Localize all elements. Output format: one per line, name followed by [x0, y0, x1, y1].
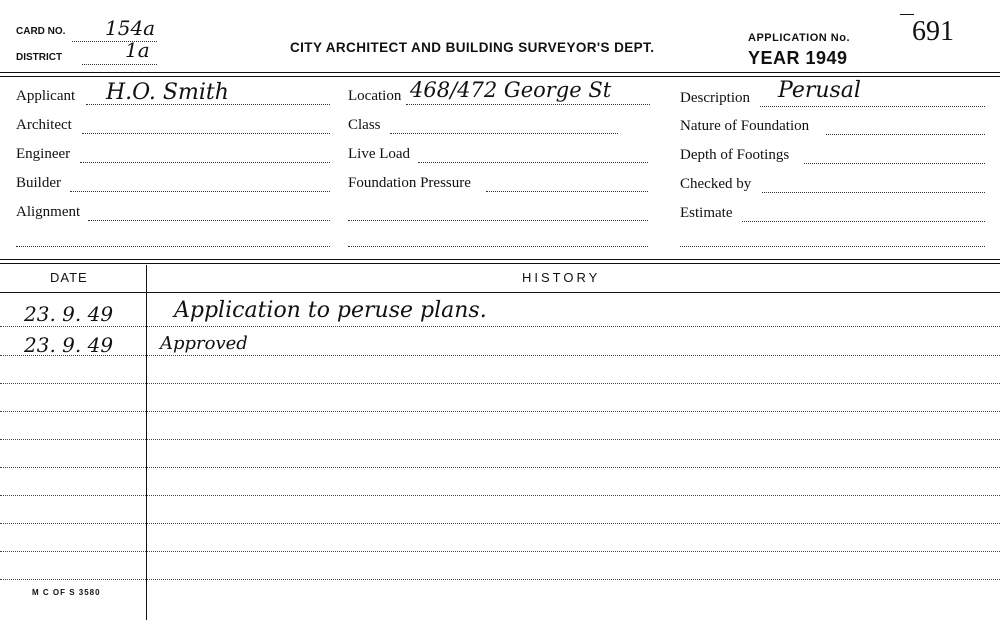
location-label: Location [348, 88, 402, 104]
architect-line [82, 133, 330, 134]
estimate-label: Estimate [680, 205, 733, 221]
card-no-label: CARD NO. [16, 26, 66, 37]
builder-label: Builder [16, 175, 61, 191]
checked-by-label: Checked by [680, 176, 752, 192]
blank-line-1 [16, 246, 330, 247]
description-value: Perusal [778, 78, 861, 103]
location-value: 468/472 George St [410, 78, 612, 102]
history-header: HISTORY [522, 270, 601, 285]
foundation-pressure-label: Foundation Pressure [348, 175, 471, 191]
history-header-rule [0, 292, 1000, 293]
date-column-divider [146, 265, 147, 620]
col3-blank-line [680, 246, 985, 247]
history-row-line [0, 551, 1000, 552]
history-entry-1-date: 23. 9. 49 [24, 302, 114, 326]
location-line [406, 104, 650, 105]
history-entry-2-date: 23. 9. 49 [24, 333, 114, 357]
estimate-line [742, 221, 985, 222]
alignment-label: Alignment [16, 204, 81, 220]
architect-label: Architect [16, 117, 72, 133]
history-row-line [0, 383, 1000, 384]
history-entry-1-text: Application to peruse plans. [174, 298, 487, 323]
history-row-line [0, 467, 1000, 468]
history-rule-top [0, 259, 1000, 260]
checked-by-line [762, 192, 985, 193]
class-label: Class [348, 117, 381, 133]
alignment-line [88, 220, 330, 221]
live-load-line [418, 162, 648, 163]
depth-of-footings-line [804, 163, 985, 164]
history-rule-bottom [0, 263, 1000, 264]
history-entry-2-text: Approved [160, 333, 248, 354]
history-row-line [0, 355, 1000, 356]
class-line [390, 133, 618, 134]
department-title: CITY ARCHITECT AND BUILDING SURVEYOR'S DEPT. [290, 40, 655, 55]
history-row-line [0, 495, 1000, 496]
district-value: 1a [125, 38, 150, 62]
history-row-line [0, 523, 1000, 524]
history-row-line [0, 439, 1000, 440]
col2-blank-line-1 [348, 220, 648, 221]
date-header: DATE [50, 270, 88, 285]
application-label: APPLICATION No. [748, 32, 851, 44]
year-label: YEAR 1949 [748, 48, 848, 68]
district-underline [82, 64, 157, 65]
form-code: M C OF S 3580 [32, 588, 101, 597]
applicant-value: H.O. Smith [106, 80, 229, 105]
history-row-line [0, 579, 1000, 580]
application-number: 691 [912, 16, 954, 47]
engineer-label: Engineer [16, 146, 71, 162]
depth-of-footings-label: Depth of Footings [680, 147, 790, 163]
header-rule-bottom [0, 76, 1000, 77]
live-load-label: Live Load [348, 146, 411, 162]
applicant-label: Applicant [16, 88, 76, 104]
district-label: DISTRICT [16, 52, 63, 63]
description-label: Description [680, 90, 750, 106]
application-dash [900, 14, 914, 15]
col2-blank-line-2 [348, 246, 648, 247]
card-no-value: 154a [105, 16, 156, 40]
builder-line [70, 191, 330, 192]
history-row-line [0, 411, 1000, 412]
nature-of-foundation-line [826, 134, 985, 135]
description-line [760, 106, 985, 107]
foundation-pressure-line [486, 191, 648, 192]
history-row-line [0, 326, 1000, 327]
engineer-line [80, 162, 330, 163]
header-rule-top [0, 72, 1000, 73]
nature-of-foundation-label: Nature of Foundation [680, 118, 810, 134]
